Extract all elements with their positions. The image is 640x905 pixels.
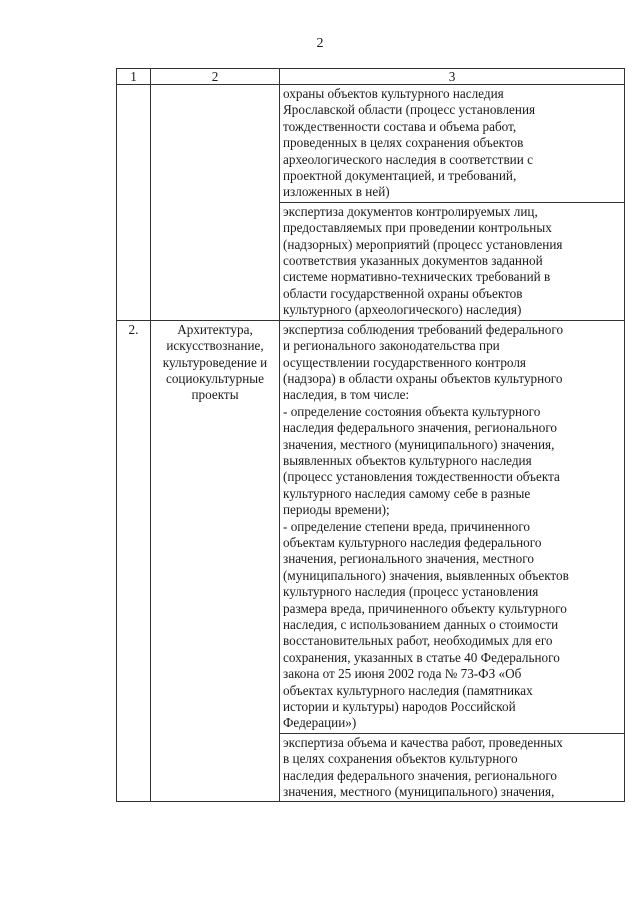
table-row (117, 85, 625, 203)
table-header-row (117, 69, 625, 85)
row-number-cell (117, 85, 151, 321)
row-number-cell: 2. (117, 320, 151, 802)
column-header-3: 3 (280, 69, 625, 85)
column-header-2: 2 (151, 69, 280, 85)
expertise-type-cell: экспертиза соблюдения требований федерального и регионального законодательства при осуществлении государственного контроля (надзора) в области охраны объектов культурного наследия, в том числе: - определение состояния объекта культурного наследия федерального значения, регионального значения, местного (муниципального) значения, выявленных объектов культурного наследия (процесс установления тождественности объекта культурного наследия самому себе в разные периоды времени); - определение степени вреда, причиненного объектам культурного наследия федерального значения, регионального значения, местного (муниципального) значения, выявленных объектов культурного наследия (процесс установления размера вреда, причиненного объекту культурного наследия, с использованием данных о стоимости восстановительных работ, необходимых для его сохранения, указанных в статье 40 Федерального закона от 25 июня 2002 года № 73-ФЗ «Об объектах культурного наследия (памятниках истории и культуры) народов Российской Федерации») (280, 320, 625, 733)
section-name-cell: Архитектура, искусствознание, культуроведение и социокультурные проекты (151, 320, 280, 802)
page-number: 2 (316, 36, 324, 51)
table-row (117, 320, 625, 733)
expertise-type-cell: экспертиза объема и качества работ, проведенных в целях сохранения объектов культурного наследия федерального значения, регионального значения, местного (муниципального) значения, (280, 733, 625, 802)
column-header-1: 1 (117, 69, 151, 85)
expertise-type-cell: экспертиза документов контролируемых лиц, предоставляемых при проведении контрольных (надзорных) мероприятий (процесс установления соответствия указанных документов заданной системе нормативно-технических требований в области государственной охраны объектов культурного (археологического) наследия) (280, 202, 625, 320)
expertise-table (116, 68, 625, 802)
expertise-type-cell: охраны объектов культурного наследия Ярославской области (процесс установления тождественности состава и объема работ, проведенных в целях сохранения объектов археологического наследия в соответствии с проектной документацией, и требований, изложенных в ней) (280, 85, 625, 203)
section-name-cell (151, 85, 280, 321)
